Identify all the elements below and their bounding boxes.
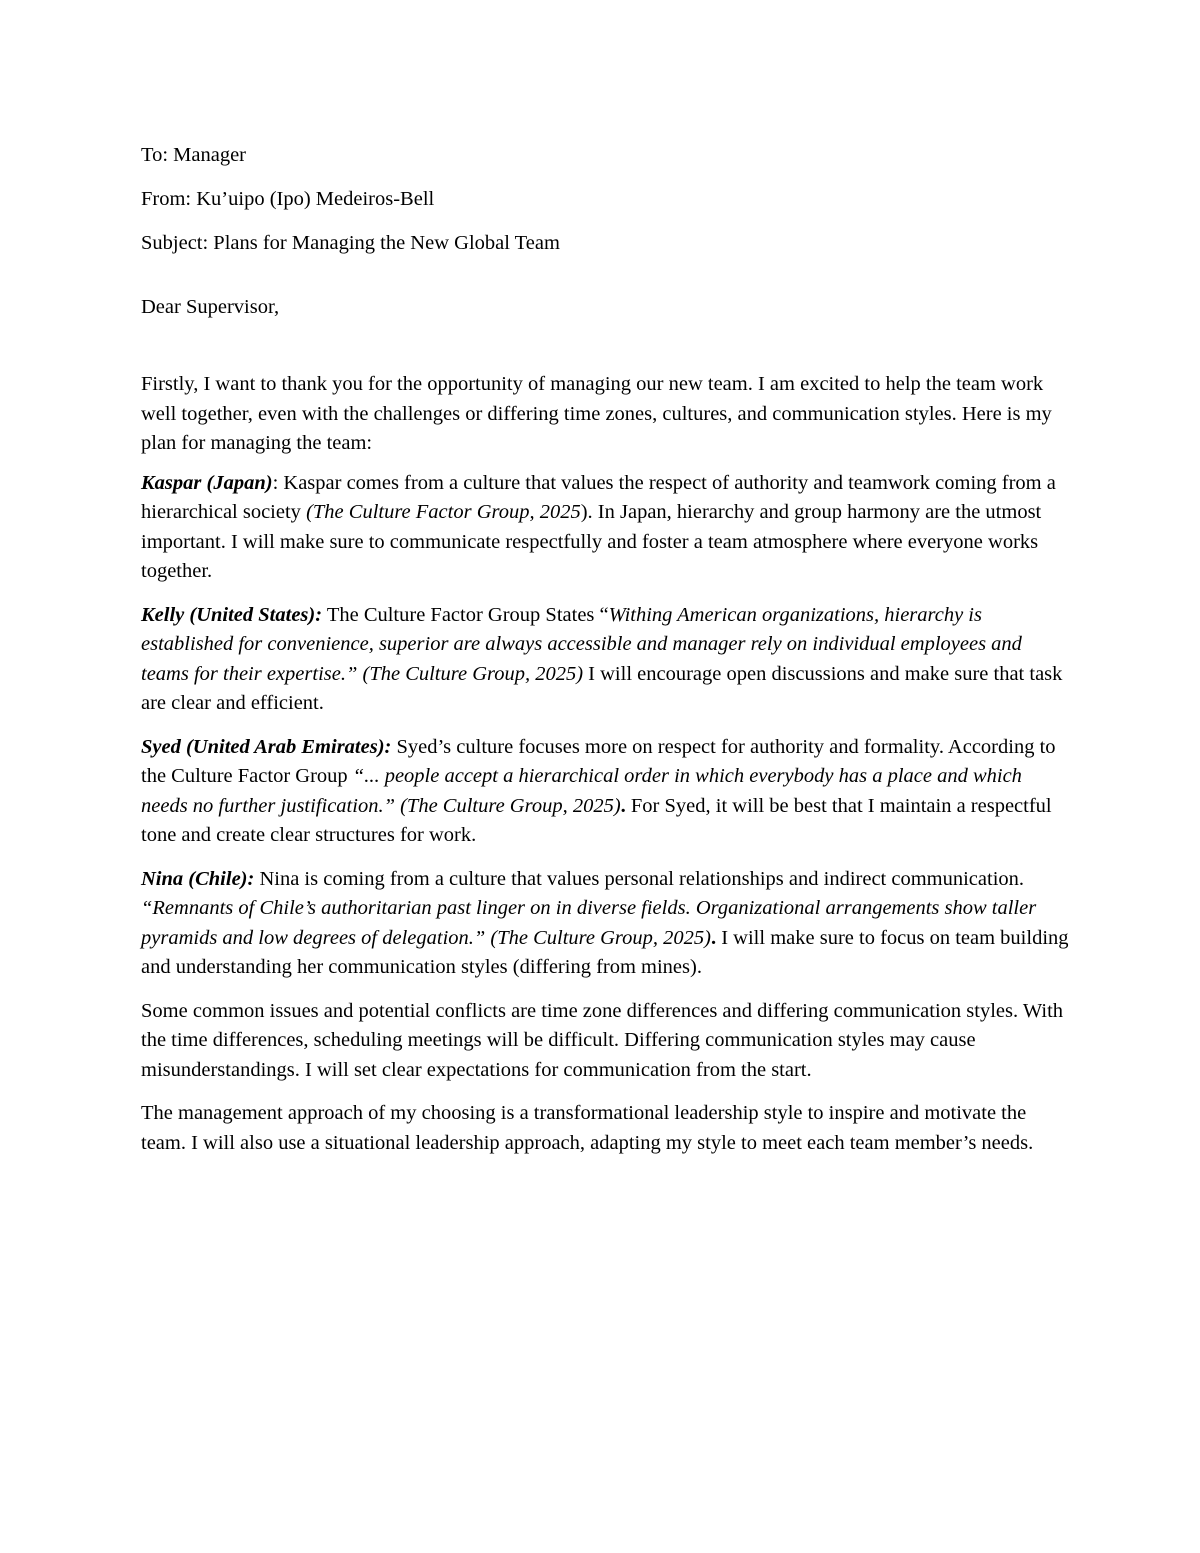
syed-text-b: For Syed, it will be best that I maintain a respectful tone and create clear structures for work. bbox=[141, 794, 1052, 846]
kelly-label: Kelly (United States): bbox=[141, 603, 323, 626]
syed-text-a: Syed’s culture focuses more on respect for authority and formality. According to the Culture Factor Group bbox=[141, 735, 1056, 787]
syed-label: Syed (United Arab Emirates): bbox=[141, 735, 392, 758]
issues-paragraph: Some common issues and potential conflicts are time zone differences and differing communication styles. With the time differences, scheduling meetings will be difficult. Differing communication styles may cause misunderstandings. I will set clear expectations for communication from the start. bbox=[141, 999, 1064, 1081]
kaspar-text-b: ). In Japan, hierarchy and group harmony are the utmost important. I will make sure to communicate respectfully and foster a team atmosphere where everyone works together. bbox=[141, 501, 1042, 582]
memo-to-line: To: Manager bbox=[141, 144, 247, 166]
kaspar-paragraph bbox=[141, 469, 1071, 587]
nina-quote: “Remnants of Chile’s authoritarian past linger on in diverse fields. Organizational arrangements show taller pyramids and low degrees of delegation.” (The Culture Group, 2025) bbox=[141, 897, 1037, 949]
kaspar-label: Kaspar (Japan) bbox=[141, 471, 273, 494]
nina-period: . bbox=[710, 926, 717, 949]
kelly-quote: Withing American organizations, hierarchy is established for convenience, superior are always accessible and manager rely on individual employees and teams for their expertise.” (The Culture Group, 2025) bbox=[141, 603, 1022, 685]
nina-label: Nina (Chile): bbox=[141, 867, 255, 890]
syed-quote: “... people accept a hierarchical order in which everybody has a place and which needs no further justification.” (The Culture Group, 2025) bbox=[141, 765, 1022, 817]
nina-text-a: Nina is coming from a culture that values personal relationships and indirect communication. bbox=[254, 867, 1025, 890]
syed-period: . bbox=[620, 794, 626, 817]
kaspar-citation: (The Culture Factor Group, 2025 bbox=[306, 501, 581, 523]
kelly-paragraph bbox=[141, 601, 1071, 719]
approach-paragraph: The management approach of my choosing is a transformational leadership style to inspire and motivate the team. I will also use a situational leadership approach, adapting my style to meet each team member’s needs. bbox=[141, 1102, 1034, 1154]
memo-subject-line: Subject: Plans for Managing the New Global Team bbox=[141, 232, 560, 254]
intro-paragraph: Firstly, I want to thank you for the opportunity of managing our new team. I am excited to help the team work well together, even with the challenges or differing time zones, cultures, and communication styles. Here is my plan for managing the team: bbox=[141, 373, 1052, 454]
kelly-text-b: I will encourage open discussions and make sure that task are clear and efficient. bbox=[141, 662, 1063, 714]
memo-body bbox=[141, 141, 1071, 1172]
syed-paragraph bbox=[141, 733, 1071, 851]
memo-from-line: From: Ku’uipo (Ipo) Medeiros-Bell bbox=[141, 188, 435, 210]
kelly-text-a: The Culture Factor Group States “ bbox=[322, 603, 609, 626]
greeting: Dear Supervisor, bbox=[141, 295, 280, 318]
kaspar-text-a: : Kaspar comes from a culture that values the respect of authority and teamwork coming from a hierarchical society bbox=[141, 471, 1056, 523]
nina-paragraph bbox=[141, 865, 1071, 983]
nina-text-b: I will make sure to focus on team building and understanding her communication styles (differing from mines). bbox=[141, 926, 1069, 978]
